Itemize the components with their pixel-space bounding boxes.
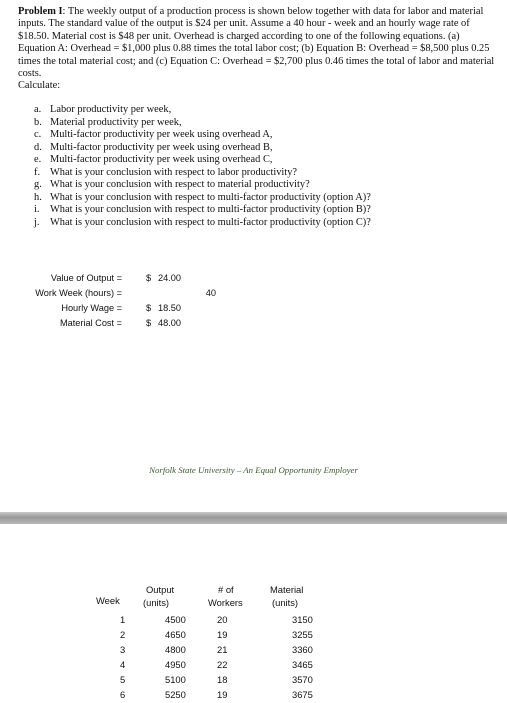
cell-material: 3570 bbox=[292, 674, 313, 685]
question-list bbox=[34, 104, 494, 229]
input-label: Material Cost = bbox=[59, 318, 122, 328]
cell-material: 3150 bbox=[292, 614, 313, 625]
cell-workers: 19 bbox=[217, 629, 228, 640]
calculate-label: Calculate: bbox=[18, 80, 61, 92]
item-letter: f. bbox=[34, 166, 41, 178]
item-letter: b. bbox=[34, 116, 42, 128]
table-row bbox=[96, 659, 416, 673]
header-workers-bottom: Workers bbox=[208, 597, 243, 608]
cell-workers: 21 bbox=[217, 644, 228, 655]
item-letter: c. bbox=[34, 129, 42, 140]
page-footer: Norfolk State University – An Equal Opportunity Employer bbox=[149, 465, 358, 475]
input-label: Hourly Wage = bbox=[61, 303, 122, 313]
cell-week: 5 bbox=[120, 674, 126, 685]
list-item bbox=[34, 192, 494, 205]
list-item bbox=[34, 154, 494, 167]
problem-statement bbox=[18, 6, 496, 93]
item-text: Multi-factor productivity per week using overhead C, bbox=[50, 154, 273, 165]
item-text: Multi-factor productivity per week using overhead B, bbox=[50, 141, 273, 153]
cell-week: 3 bbox=[120, 644, 126, 655]
table-row bbox=[96, 629, 416, 643]
table-row bbox=[96, 644, 416, 658]
currency-symbol: $ bbox=[146, 303, 152, 313]
input-number: 18.50 bbox=[158, 303, 181, 313]
cell-workers: 19 bbox=[217, 689, 228, 700]
list-item bbox=[34, 179, 494, 192]
item-letter: g. bbox=[34, 179, 42, 190]
cell-output: 4950 bbox=[165, 659, 186, 670]
list-item bbox=[34, 167, 494, 180]
cell-material: 3255 bbox=[292, 629, 313, 640]
table-row bbox=[96, 614, 416, 628]
item-text: What is your conclusion with respect to material productivity? bbox=[50, 179, 310, 190]
item-text: What is your conclusion with respect to labor productivity? bbox=[50, 166, 298, 178]
currency-symbol: $ bbox=[146, 318, 152, 328]
cell-workers: 22 bbox=[217, 659, 228, 670]
item-text: Labor productivity per week, bbox=[50, 104, 172, 115]
item-text: What is your conclusion with respect to multi-factor productivity (option B)? bbox=[50, 204, 371, 215]
item-letter: e. bbox=[34, 154, 42, 165]
header-output-bottom: (units) bbox=[143, 597, 170, 608]
item-letter: d. bbox=[34, 141, 42, 153]
cell-output: 4650 bbox=[165, 629, 186, 640]
item-text: Material productivity per week, bbox=[50, 116, 182, 128]
item-text: What is your conclusion with respect to multi-factor productivity (option A)? bbox=[50, 191, 371, 203]
currency-symbol: $ bbox=[146, 273, 152, 283]
cell-material: 3360 bbox=[292, 644, 313, 655]
cell-material: 3675 bbox=[292, 689, 313, 700]
header-workers-top: # of bbox=[218, 584, 234, 595]
problem-label: Problem I bbox=[18, 6, 63, 17]
input-label: Value of Output = bbox=[50, 273, 122, 283]
problem-text: : The weekly output of a production process is shown below together with data for labor and material inputs. The standard value of the output is $24 per unit. Assume a 40 hour - week and an hourly wage rate of $18.50. Material cost is $48 per unit. Overhead is charged according to one of the following equations. (a) Equation A: Overhead = $1,000 plus 0.88 times the total labor cost; (b) Equation B: Overhead = $8,500 plus 0.25 times the total material cost; and (c) Equation C: Overhead = $2,700 plus 0.46 times the total of labor and material costs. bbox=[18, 6, 495, 80]
item-letter: i. bbox=[34, 204, 40, 215]
cell-material: 3465 bbox=[292, 659, 313, 670]
cell-week: 1 bbox=[120, 614, 126, 625]
cell-workers: 18 bbox=[217, 674, 228, 685]
item-letter: j. bbox=[34, 216, 40, 228]
cell-workers: 20 bbox=[217, 614, 228, 625]
header-week: Week bbox=[96, 595, 120, 606]
list-item bbox=[34, 142, 494, 155]
page-divider bbox=[0, 512, 507, 524]
cell-week: 6 bbox=[120, 689, 126, 700]
input-number: 40 bbox=[205, 288, 216, 298]
input-number: 48.00 bbox=[158, 318, 181, 328]
cell-output: 4800 bbox=[165, 644, 186, 655]
cell-output: 4500 bbox=[165, 614, 186, 625]
list-item bbox=[34, 117, 494, 130]
cell-output: 5100 bbox=[165, 674, 186, 685]
cell-week: 4 bbox=[120, 659, 126, 670]
item-letter: h. bbox=[34, 191, 42, 203]
header-material-bottom: (units) bbox=[272, 597, 299, 608]
table-row bbox=[96, 674, 416, 688]
item-letter: a. bbox=[34, 104, 42, 115]
cell-output: 5250 bbox=[165, 689, 186, 700]
header-output-top: Output bbox=[146, 584, 175, 595]
item-text: Multi-factor productivity per week using overhead A, bbox=[50, 129, 273, 140]
cell-week: 2 bbox=[120, 629, 126, 640]
list-item bbox=[34, 217, 494, 230]
list-item bbox=[34, 129, 494, 142]
table-row bbox=[96, 689, 416, 703]
input-label: Work Week (hours) = bbox=[35, 288, 122, 298]
list-item bbox=[34, 204, 494, 217]
input-number: 24.00 bbox=[158, 273, 181, 283]
header-material-top: Material bbox=[270, 584, 304, 595]
item-text: What is your conclusion with respect to multi-factor productivity (option C)? bbox=[50, 216, 371, 228]
list-item bbox=[34, 104, 494, 117]
